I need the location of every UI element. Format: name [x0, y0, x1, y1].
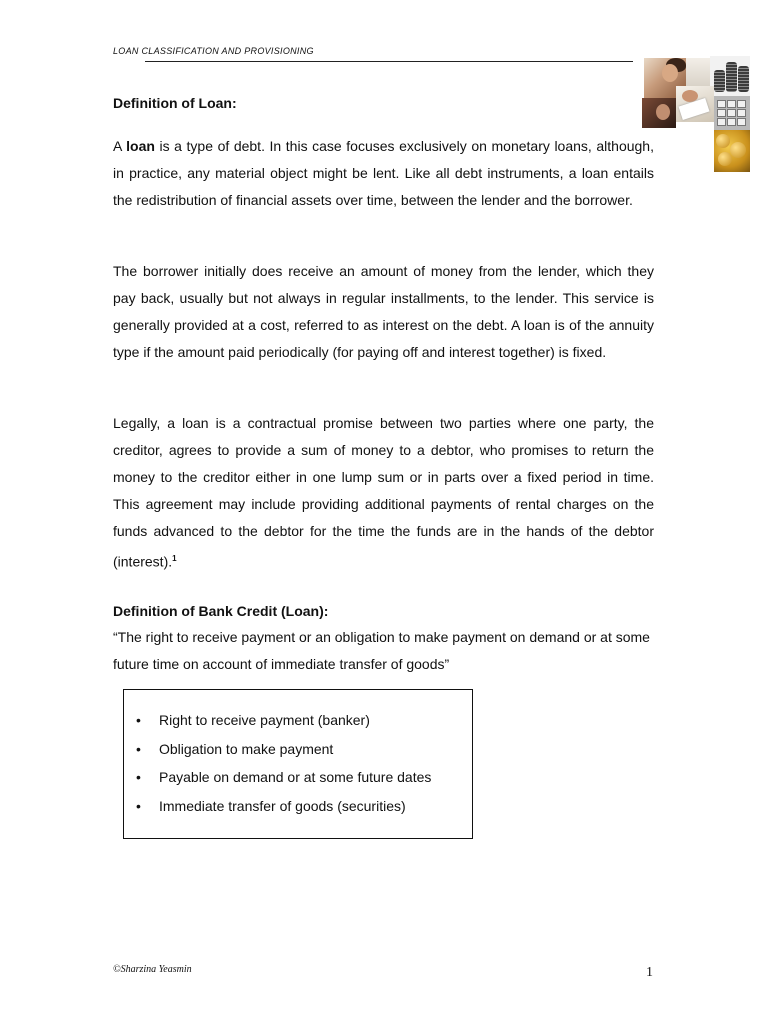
loan-paragraph-3	[113, 410, 654, 576]
gold-coins-photo	[714, 130, 750, 172]
loan-p1-prefix: A	[113, 138, 127, 154]
header-rule	[145, 61, 633, 62]
list-item: • Obligation to make payment	[136, 739, 431, 768]
page-number: 1	[646, 965, 653, 980]
coin-stacks-photo	[710, 56, 750, 96]
writing-hand-photo	[676, 86, 714, 122]
list-item: • Right to receive payment (banker)	[136, 710, 431, 739]
loan-term-bold: loan	[126, 138, 155, 154]
bank-credit-quote: “The right to receive payment or an obligation to make payment on demand or at some future time on account of immediate transfer of goods”	[113, 629, 650, 672]
running-header: LOAN CLASSIFICATION AND PROVISIONING	[113, 46, 314, 56]
loan-paragraph-2: The borrower initially does receive an amount of money from the lender, which they pay back, usually but not always in regular installments, to the lender. This service is generally provided at a cost, referred to as interest on the debt. A loan is of the annuity type if the amount paid periodically (for paying off and interest together) is fixed.	[113, 263, 654, 360]
man-photo	[642, 98, 676, 128]
credit-features-box	[123, 689, 473, 839]
footnote-marker: 1	[172, 554, 177, 563]
finance-collage-image	[642, 56, 750, 172]
loan-p3-text: Legally, a loan is a contractual promise between two parties where one party, the creditor, agrees to provide a sum of money to a debtor, who promises to return the money to the creditor either in one lump sum or in parts over a fixed period in time. This agreement may include providing additional payments of rental charges on the funds advanced to the debtor for the time the funds are in the hands of the debtor (interest).	[113, 415, 654, 570]
credit-features-list	[136, 710, 431, 824]
loan-definition-heading: Definition of Loan:	[113, 95, 237, 111]
loan-paragraph-1	[113, 133, 654, 214]
footer-author: ©Sharzina Yeasmin	[113, 964, 192, 975]
paper-photo	[686, 58, 710, 86]
calculator-photo	[714, 96, 750, 130]
list-item: • Payable on demand or at some future dates	[136, 767, 431, 796]
bank-credit-heading: Definition of Bank Credit (Loan):	[113, 603, 329, 619]
loan-p1-rest: is a type of debt. In this case focuses exclusively on monetary loans, although, in practice, any material object might be lent. Like all debt instruments, a loan entails the redistribution of financial assets over time, between the lender and the borrower.	[113, 138, 654, 208]
list-item: • Immediate transfer of goods (securities)	[136, 796, 431, 825]
